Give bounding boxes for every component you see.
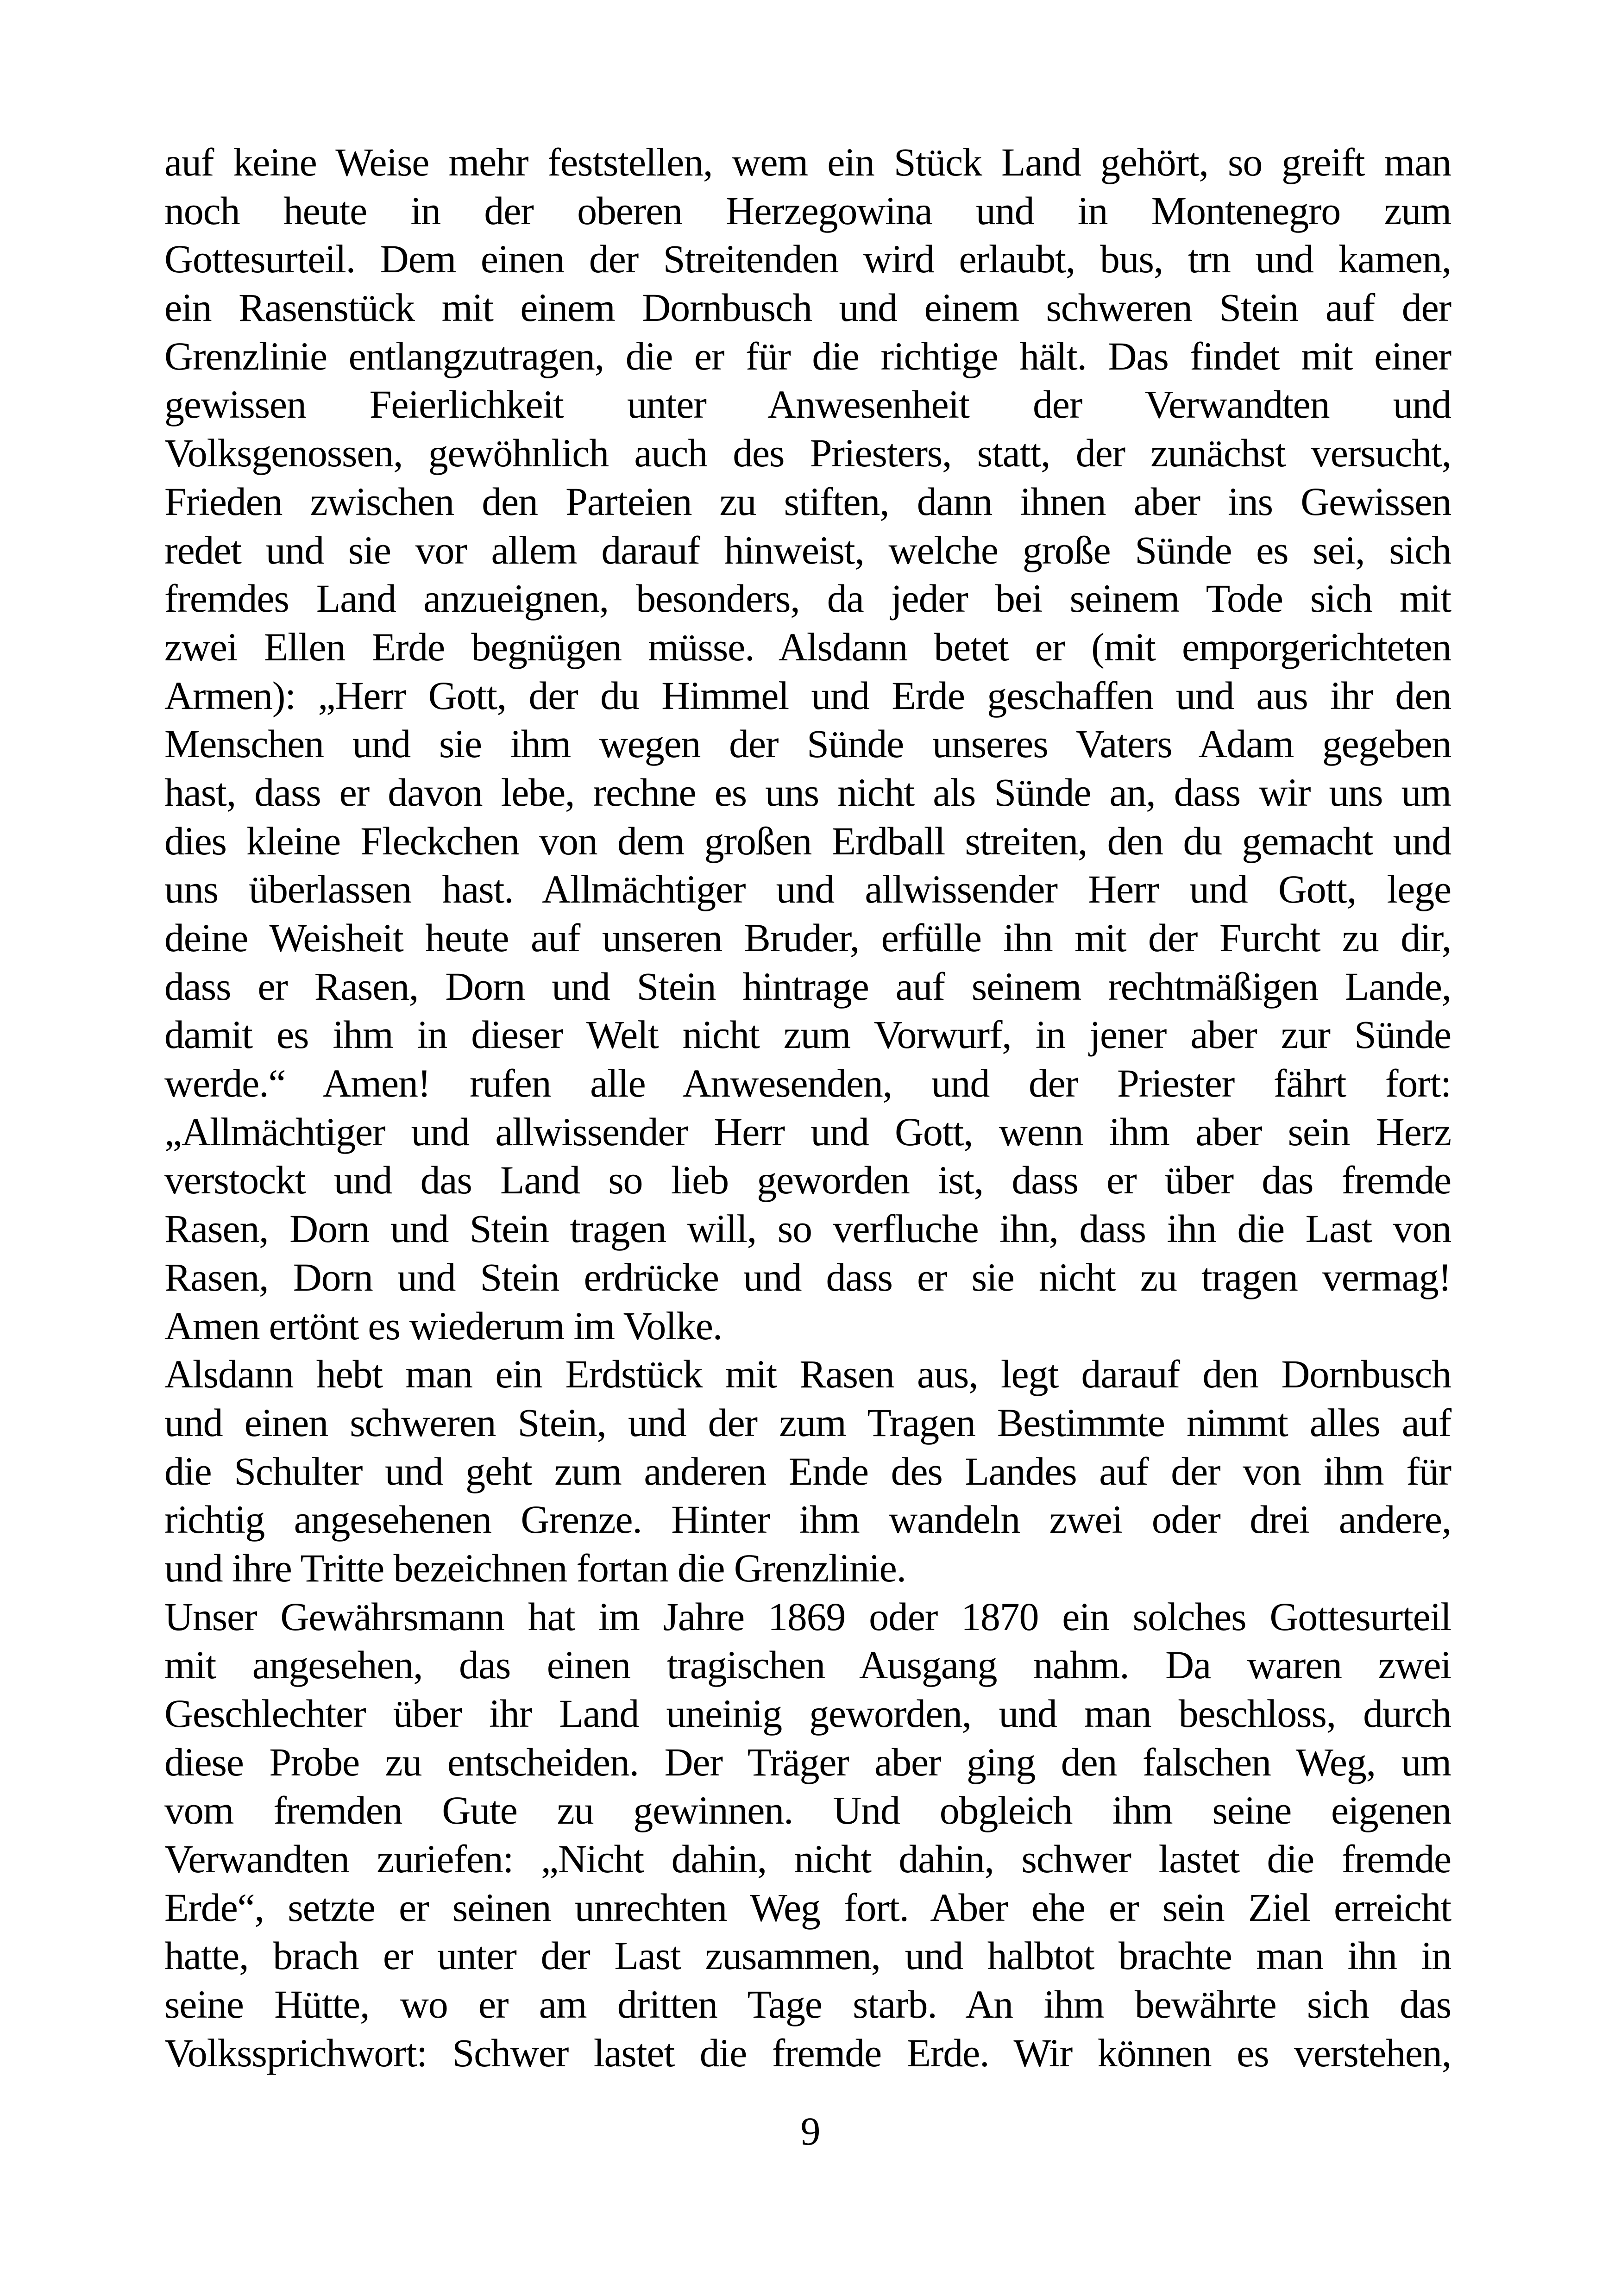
text-line: hatte, brach er unter der Last zusammen, und halbtot brachte man ihn in [164, 1933, 1451, 1978]
text-line: redet und sie vor allem darauf hinweist, welche große Sünde es sei, sich [164, 527, 1451, 572]
text-line: gewissen Feierlichkeit unter Anwesenheit der Verwandten und [164, 382, 1451, 427]
paragraph [164, 1350, 1451, 1592]
page-number: 9 [800, 2109, 821, 2153]
text-line: seine Hütte, wo er am dritten Tage starb. An ihm bewährte sich das [164, 1982, 1451, 2027]
text-line: richtig angesehenen Grenze. Hinter ihm wandeln zwei oder drei andere, [164, 1497, 1451, 1542]
text-line: verstockt und das Land so lieb geworden ist, dass er über das fremde [164, 1158, 1451, 1203]
text-line: Frieden zwischen den Parteien zu stiften, dann ihnen aber ins Gewissen [164, 479, 1451, 524]
text-line: Rasen, Dorn und Stein tragen will, so verfluche ihn, dass ihn die Last von [164, 1206, 1451, 1251]
text-line: werde.“ Amen! rufen alle Anwesenden, und der Priester fährt fort: [164, 1061, 1451, 1106]
text-line: die Schulter und geht zum anderen Ende des Landes auf der von ihm für [164, 1449, 1451, 1493]
text-line: Erde“, setzte er seinen unrechten Weg fort. Aber ehe er sein Ziel erreicht [164, 1885, 1451, 1930]
text-line: Unser Gewährsmann hat im Jahre 1869 oder 1870 ein solches Gottesurteil [164, 1594, 1451, 1639]
text-line: Amen ertönt es wiederum im Volke. [164, 1303, 722, 1348]
text-line: mit angesehen, das einen tragischen Ausgang nahm. Da waren zwei [164, 1643, 1451, 1687]
text-line: Menschen und sie ihm wegen der Sünde unseres Vaters Adam gegeben [164, 721, 1451, 766]
paragraph [164, 1593, 1451, 2077]
text-line: Volksgenossen, gewöhnlich auch des Priesters, statt, der zunächst versucht, [164, 431, 1451, 476]
page-body [164, 138, 1451, 2077]
text-line: Geschlechter über ihr Land uneinig geworden, und man beschloss, durch [164, 1691, 1451, 1736]
text-line: Rasen, Dorn und Stein erdrücke und dass er sie nicht zu tragen vermag! [164, 1255, 1451, 1299]
text-line: deine Weisheit heute auf unseren Bruder, erfülle ihn mit der Furcht zu dir, [164, 916, 1451, 960]
text-line: noch heute in der oberen Herzegowina und in Montenegro zum [164, 188, 1451, 233]
text-line: zwei Ellen Erde begnügen müsse. Alsdann betet er (mit emporgerichteten [164, 624, 1451, 669]
paragraph [164, 138, 1451, 1350]
text-line: Gottesurteil. Dem einen der Streitenden wird erlaubt, bus, trn und kamen, [164, 237, 1451, 282]
text-line: Grenzlinie entlangzutragen, die er für die richtige hält. Das findet mit einer [164, 333, 1451, 378]
text-line: auf keine Weise mehr feststellen, wem ein Stück Land gehört, so greift man [164, 140, 1451, 184]
text-line: „Allmächtiger und allwissender Herr und Gott, wenn ihm aber sein Herz [164, 1109, 1451, 1154]
text-line: Armen): „Herr Gott, der du Himmel und Erde geschaffen und aus ihr den [164, 673, 1451, 718]
text-line: hast, dass er davon lebe, rechne es uns nicht als Sünde an, dass wir uns um [164, 770, 1451, 815]
text-line: dass er Rasen, Dorn und Stein hintrage auf seinem rechtmäßigen Lande, [164, 964, 1451, 1009]
text-line: und einen schweren Stein, und der zum Tragen Bestimmte nimmt alles auf [164, 1400, 1451, 1445]
text-line: Verwandten zuriefen: „Nicht dahin, nicht dahin, schwer lastet die fremde [164, 1837, 1451, 1882]
text-line: uns überlassen hast. Allmächtiger und allwissender Herr und Gott, lege [164, 867, 1451, 912]
text-line: vom fremden Gute zu gewinnen. Und obgleich ihm seine eigenen [164, 1788, 1451, 1833]
text-line: Volkssprichwort: Schwer lastet die fremde Erde. Wir können es verstehen, [164, 2030, 1451, 2075]
text-line: Alsdann hebt man ein Erdstück mit Rasen aus, legt darauf den Dornbusch [164, 1352, 1451, 1397]
text-line: und ihre Tritte bezeichnen fortan die Grenzlinie. [164, 1545, 906, 1590]
text-line: dies kleine Fleckchen von dem großen Erdball streiten, den du gemacht und [164, 818, 1451, 863]
text-line: diese Probe zu entscheiden. Der Träger aber ging den falschen Weg, um [164, 1739, 1451, 1784]
text-line: damit es ihm in dieser Welt nicht zum Vorwurf, in jener aber zur Sünde [164, 1012, 1451, 1057]
text-line: fremdes Land anzueignen, besonders, da jeder bei seinem Tode sich mit [164, 576, 1451, 621]
text-line: ein Rasenstück mit einem Dornbusch und einem schweren Stein auf der [164, 285, 1451, 330]
